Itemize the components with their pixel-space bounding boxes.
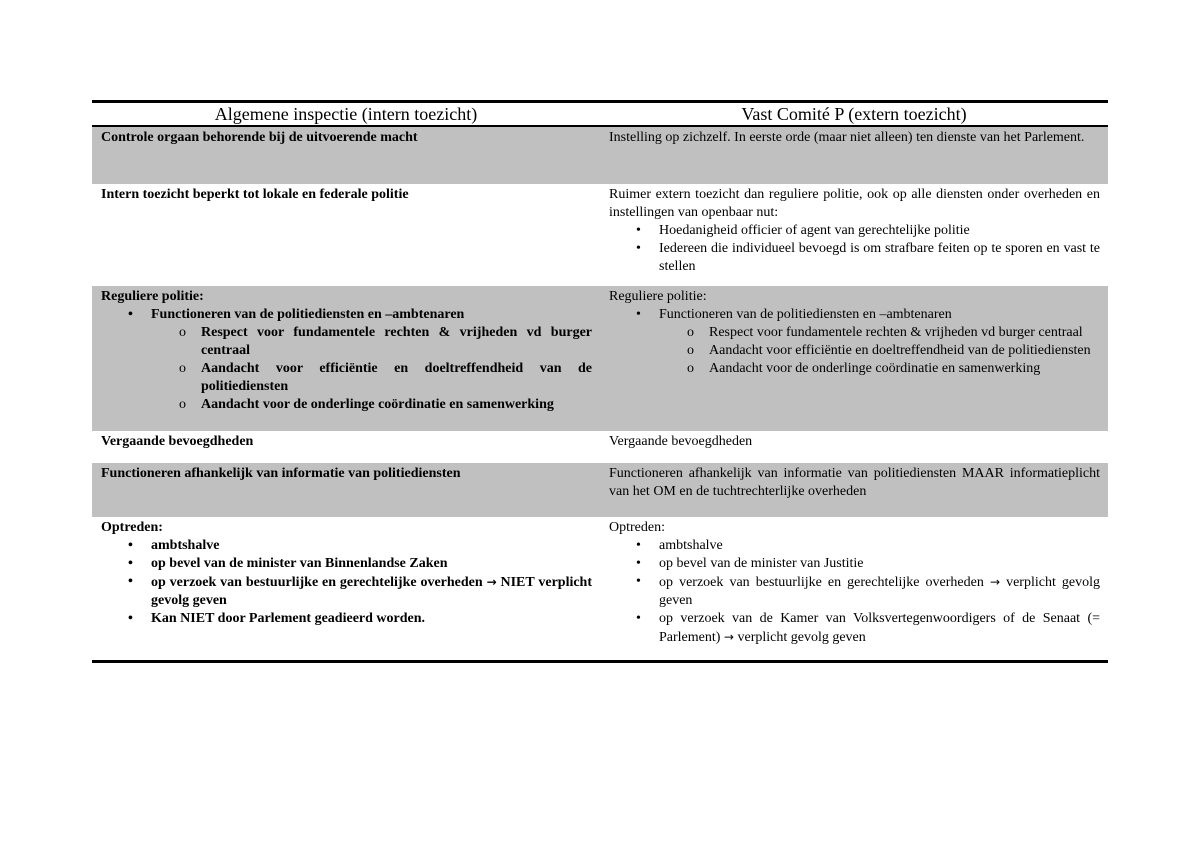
sub-list-item: o Respect voor fundamentele rechten & vrijheden vd burger centraal xyxy=(101,324,592,360)
row2-right-list xyxy=(609,222,1100,276)
list-item-text: op verzoek van de Kamer van Volksvertegenwoordigers of de Senaat (= Parlement) xyxy=(659,611,1100,645)
sub-list-item: o Aandacht voor efficiëntie en doeltreffendheid van de politiediensten xyxy=(609,342,1100,360)
header-right: Vast Comité P (extern toezicht) xyxy=(600,102,1108,127)
table-row xyxy=(92,517,1108,662)
row3-left-list xyxy=(101,306,592,414)
list-item-label: Functioneren van de politiediensten en –ambtenaren xyxy=(659,307,952,322)
row6-right-title: Optreden: xyxy=(609,520,665,535)
table-row xyxy=(92,431,1108,463)
list-item: • op bevel van de minister van Justitie xyxy=(609,555,1100,573)
row6-left-list xyxy=(101,537,592,628)
row5-right: Functioneren afhankelijk van informatie van politiediensten MAAR informatieplicht van het OM en de tuchtrechterlijke overheden xyxy=(600,463,1108,517)
row2-right xyxy=(600,184,1108,286)
row1-left: Controle orgaan behorende bij de uitvoerende macht xyxy=(92,126,600,184)
row6-right-list xyxy=(609,537,1100,647)
row2-left: Intern toezicht beperkt tot lokale en federale politie xyxy=(101,187,409,202)
row3-right-title: Reguliere politie: xyxy=(609,289,707,304)
list-item xyxy=(609,573,1100,610)
arrow-right-icon: → xyxy=(723,630,734,644)
sub-list-item: o Aandacht voor de onderlinge coördinatie en samenwerking xyxy=(609,360,1100,378)
row5-left: Functioneren afhankelijk van informatie van politiediensten xyxy=(92,463,600,517)
list-item-text: verplicht gevolg geven xyxy=(737,630,866,645)
row3-right-list xyxy=(609,306,1100,378)
row6-right xyxy=(600,517,1108,662)
list-item xyxy=(609,610,1100,647)
row6-left xyxy=(92,517,600,662)
list-item xyxy=(101,306,592,414)
list-item: • Hoedanigheid officier of agent van gerechtelijke politie xyxy=(609,222,1100,240)
list-item-text: op verzoek van bestuurlijke en gerechtelijke overheden xyxy=(659,575,984,590)
row1-right: Instelling op zichzelf. In eerste orde (maar niet alleen) ten dienste van het Parlement. xyxy=(600,126,1108,184)
row3-left-title: Reguliere politie: xyxy=(101,289,204,304)
list-item: • ambtshalve xyxy=(101,537,592,555)
sub-list xyxy=(609,324,1100,378)
list-item-label: Functioneren van de politiediensten en –ambtenaren xyxy=(151,307,465,322)
list-item: • op bevel van de minister van Binnenlandse Zaken xyxy=(101,555,592,573)
sub-list-item: o Respect voor fundamentele rechten & vrijheden vd burger centraal xyxy=(609,324,1100,342)
row4-right: Vergaande bevoegdheden xyxy=(609,434,753,449)
header-row xyxy=(92,102,1108,127)
row6-left-title: Optreden: xyxy=(101,520,163,535)
list-item-text: verplicht gevolg geven xyxy=(659,575,1101,608)
list-item xyxy=(609,306,1100,378)
header-left: Algemene inspectie (intern toezicht) xyxy=(92,102,600,127)
sub-list-item: o Aandacht voor efficiëntie en doeltreffendheid van de politiediensten xyxy=(101,360,592,396)
table-row xyxy=(92,184,1108,286)
sub-list xyxy=(101,324,592,414)
table-row xyxy=(92,286,1108,431)
list-item: • ambtshalve xyxy=(609,537,1100,555)
table-row xyxy=(92,126,1108,184)
row3-left xyxy=(92,286,600,431)
list-item: • Kan NIET door Parlement geadieerd worden. xyxy=(101,610,592,628)
list-item: • Iedereen die individueel bevoegd is om strafbare feiten op te sporen en vast te stellen xyxy=(609,240,1100,276)
comparison-table xyxy=(92,100,1108,663)
list-item-text: NIET verplicht gevolg geven xyxy=(151,575,593,608)
arrow-right-icon: → xyxy=(486,575,497,589)
row2-right-intro: Ruimer extern toezicht dan reguliere politie, ook op alle diensten onder overheden en instellingen van openbaar nut: xyxy=(609,187,1100,220)
row3-right xyxy=(600,286,1108,431)
arrow-right-icon: → xyxy=(989,575,1000,589)
row4-left: Vergaande bevoegdheden xyxy=(101,434,254,449)
list-item xyxy=(101,573,592,610)
sub-list-item: o Aandacht voor de onderlinge coördinatie en samenwerking xyxy=(101,396,592,414)
list-item-text: op verzoek van bestuurlijke en gerechtelijke overheden xyxy=(151,575,483,590)
table-row xyxy=(92,463,1108,517)
